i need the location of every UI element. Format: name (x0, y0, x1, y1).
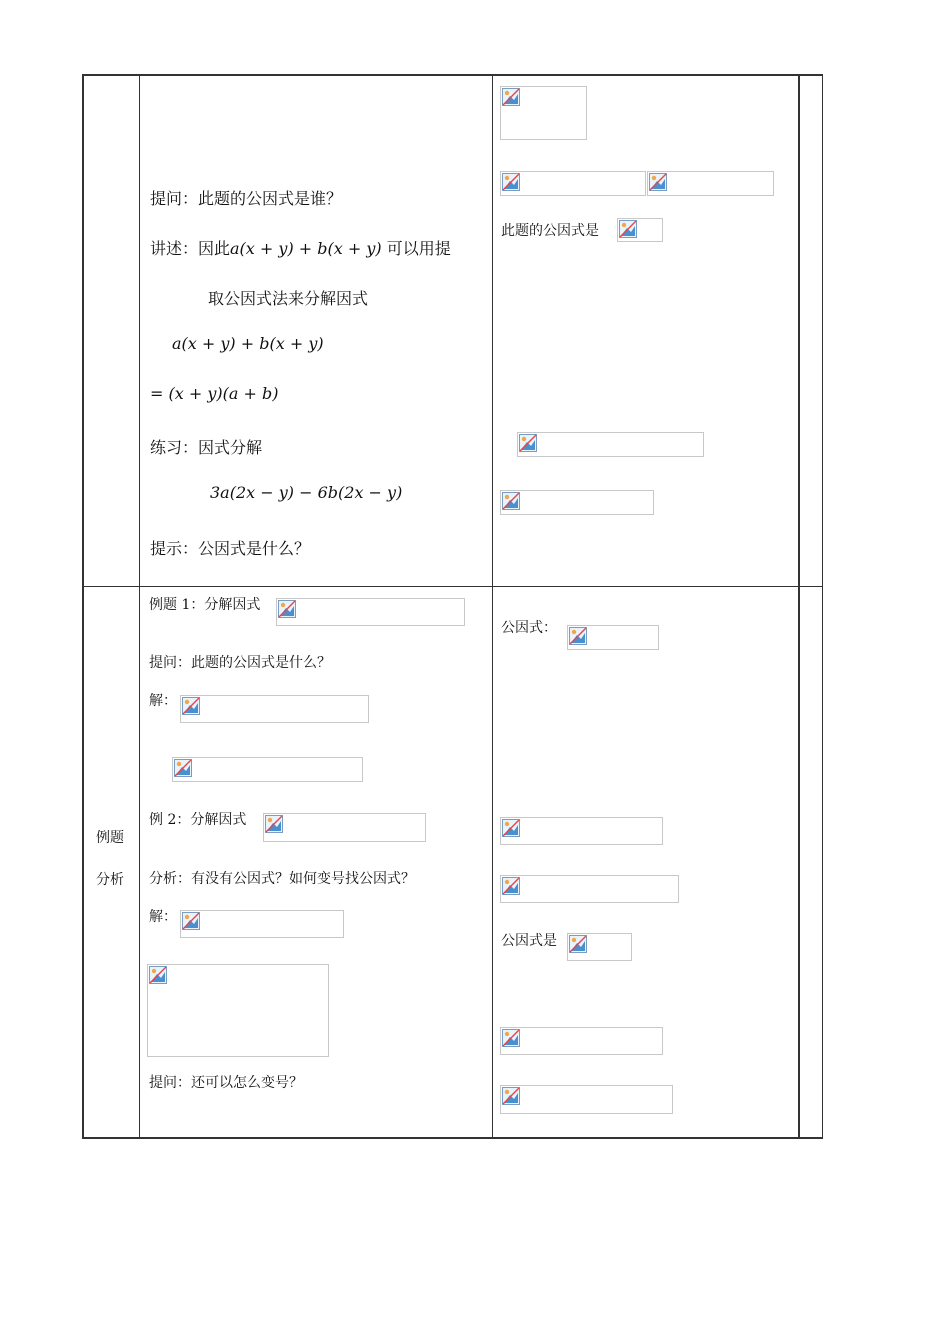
section-label-line-2: 分析 (96, 872, 124, 888)
broken-image-icon (619, 220, 637, 238)
broken-image-icon (502, 877, 520, 895)
image-placeholder (647, 171, 774, 196)
narration-expression: a(x + y) + b(x + y) (230, 239, 382, 258)
solution-1-label: 解： (149, 693, 177, 709)
narration-line-2: 取公因式法来分解因式 (208, 289, 369, 308)
broken-image-icon (182, 912, 200, 930)
exercise-expression: 3a(2x − y) − 6b(2x − y) (210, 483, 403, 502)
image-placeholder (500, 86, 587, 140)
image-placeholder (500, 1027, 663, 1055)
common-factor-label-2: 公因式是 (501, 933, 557, 949)
hint-text: 提示：公因式是什么？ (150, 539, 311, 558)
grid-col-3 (798, 74, 800, 1139)
broken-image-icon (519, 434, 537, 452)
narration-prefix: 讲述：因此 (150, 239, 231, 258)
exercise-heading: 练习：因式分解 (150, 438, 263, 457)
image-placeholder (180, 695, 369, 723)
image-placeholder (500, 171, 646, 196)
broken-image-icon (174, 759, 192, 777)
broken-image-icon (502, 88, 520, 106)
grid-col-2 (492, 74, 493, 1139)
broken-image-icon (502, 492, 520, 510)
image-placeholder (147, 964, 329, 1057)
grid-col-1 (139, 74, 140, 1139)
image-placeholder (500, 875, 679, 903)
broken-image-icon (649, 173, 667, 191)
broken-image-icon (278, 600, 296, 618)
image-placeholder (567, 933, 632, 961)
narration-suffix: 可以用提 (386, 239, 451, 258)
grid-col-0 (82, 74, 84, 1139)
broken-image-icon (569, 627, 587, 645)
broken-image-icon (182, 697, 200, 715)
example-2-heading: 例 2：分解因式 (149, 812, 247, 828)
example-1-question: 提问：此题的公因式是什么？ (149, 655, 331, 671)
broken-image-icon (149, 966, 167, 984)
common-factor-label-1: 公因式： (501, 620, 557, 636)
narration-line-1 (150, 236, 451, 259)
grid-row-divider (82, 586, 823, 587)
image-placeholder (617, 218, 663, 242)
broken-image-icon (502, 1087, 520, 1105)
expression-1: a(x + y) + b(x + y) (172, 334, 324, 353)
section-label-line-1: 例题 (96, 830, 124, 846)
example-2-analysis: 分析：有没有公因式？如何变号找公因式？ (149, 871, 415, 887)
broken-image-icon (502, 1029, 520, 1047)
image-placeholder (567, 625, 659, 650)
image-placeholder (500, 1085, 673, 1114)
expression-2: = (x + y)(a + b) (150, 384, 279, 403)
question-common-factor: 提问：此题的公因式是谁？ (150, 189, 343, 208)
example-2-followup: 提问：还可以怎么变号？ (149, 1075, 303, 1091)
image-placeholder (180, 910, 344, 938)
example-1-heading: 例题 1：分解因式 (149, 597, 261, 613)
broken-image-icon (265, 815, 283, 833)
grid-bottom (82, 1137, 823, 1139)
broken-image-icon (502, 819, 520, 837)
image-placeholder (276, 598, 465, 626)
image-placeholder (172, 757, 363, 782)
common-factor-label: 此题的公因式是 (501, 223, 599, 239)
image-placeholder (517, 432, 704, 457)
broken-image-icon (502, 173, 520, 191)
solution-2-label: 解： (149, 909, 177, 925)
broken-image-icon (569, 935, 587, 953)
grid-top (82, 74, 823, 76)
image-placeholder (263, 813, 426, 842)
grid-col-4 (822, 74, 823, 1139)
image-placeholder (500, 490, 654, 515)
image-placeholder (500, 817, 663, 845)
